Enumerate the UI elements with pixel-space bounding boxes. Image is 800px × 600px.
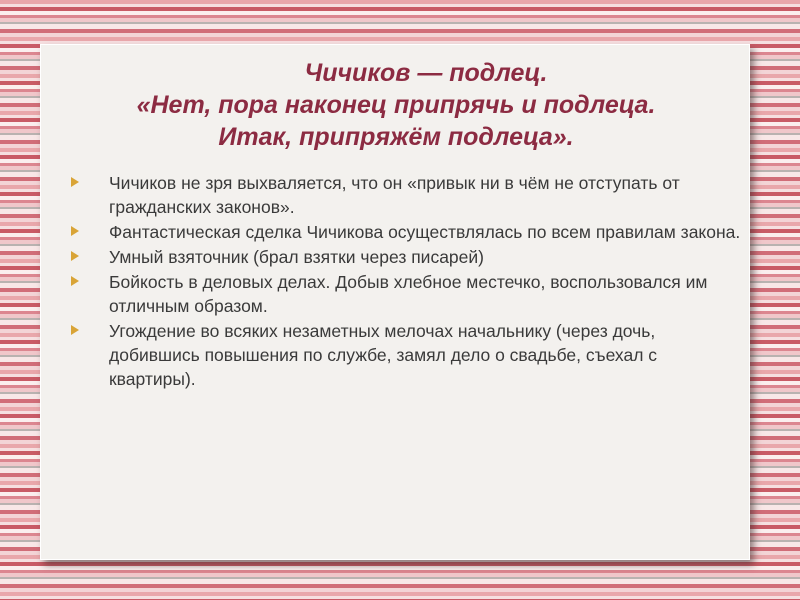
triangle-bullet-icon xyxy=(71,276,79,286)
triangle-bullet-icon xyxy=(71,251,79,261)
title-line-3: Итак, припряжём подлеца». xyxy=(218,123,574,151)
bullet-text: Угождение во всяких незаметных мелочах начальнику (через дочь, добившись повышения по службе, замял дело о свадьбе, съехал с квартиры). xyxy=(109,321,658,389)
slide-title xyxy=(41,57,751,153)
triangle-bullet-icon xyxy=(71,177,79,187)
bullet-item-2 xyxy=(71,220,741,244)
title-line-1: Чичиков — подлец. xyxy=(304,59,548,87)
bullet-text: Бойкость в деловых делах. Добыв хлебное местечко, воспользовался им отличным образом. xyxy=(109,272,708,316)
triangle-bullet-icon xyxy=(71,325,79,335)
bullet-item-4 xyxy=(71,270,741,318)
bullet-item-3 xyxy=(71,245,741,269)
content-panel xyxy=(40,44,750,560)
bullet-list xyxy=(71,171,741,392)
bullet-item-5 xyxy=(71,319,741,391)
triangle-bullet-icon xyxy=(71,226,79,236)
title-line-2: «Нет, пора наконец припрячь и подлеца. xyxy=(136,91,656,119)
bullet-text: Умный взяточник (брал взятки через писарей) xyxy=(109,247,485,267)
bullet-text: Фантастическая сделка Чичикова осуществлялась по всем правилам закона. xyxy=(109,222,741,242)
bullet-item-1 xyxy=(71,171,741,219)
bullet-text: Чичиков не зря выхваляется, что он «привык ни в чём не отступать от гражданских законов». xyxy=(109,173,680,217)
